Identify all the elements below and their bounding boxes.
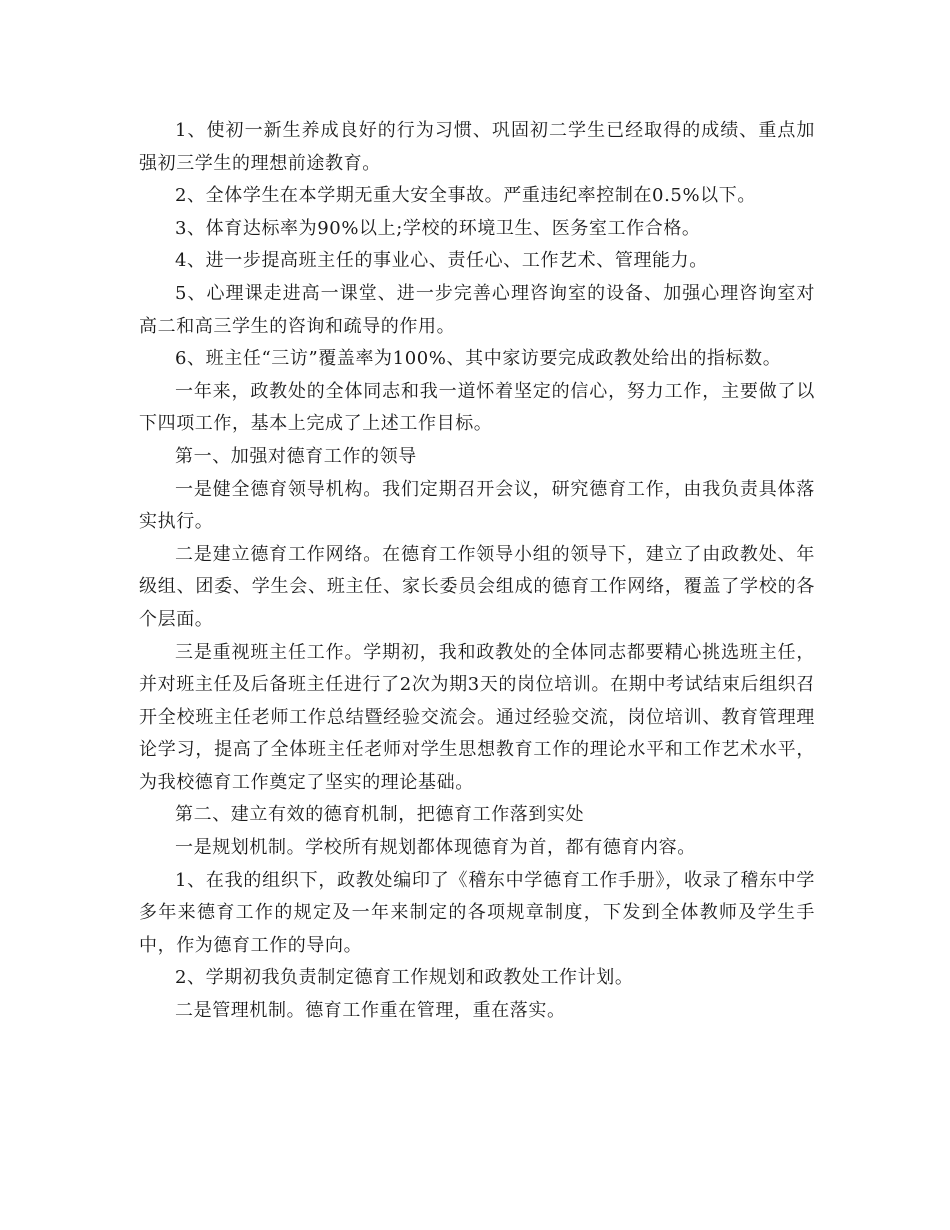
paragraph-planning: 一是规划机制。学校所有规划都体现德育为首，都有德育内容。 bbox=[175, 837, 696, 859]
paragraph-planning-2: 2、学期初我负责制定德育工作规划和政教处工作计划。 bbox=[175, 967, 634, 989]
paragraph-summary: 一年来，政教处的全体同志和我一道怀着坚定的信心，努力工作，主要做了以下四项工作，基本上完成了上述工作目标。 bbox=[139, 380, 815, 435]
paragraph-planning-1: 1、在我的组织下，政教处编印了《稽东中学德育工作手册》，收录了稽东中学多年来德育工作的规定及一年来制定的各项规章制度，下发到全体教师及学生手中，作为德育工作的导向。 bbox=[139, 869, 815, 956]
paragraph-goal-4: 4、进一步提高班主任的事业心、责任心、工作艺术、管理能力。 bbox=[175, 250, 708, 272]
paragraph-goal-2: 2、全体学生在本学期无重大安全事故。严重违纪率控制在0.5%以下。 bbox=[175, 185, 756, 207]
paragraph-goal-3: 3、体育达标率为90%以上;学校的环境卫生、医务室工作合格。 bbox=[175, 217, 701, 239]
paragraph-leadership-2: 二是建立德育工作网络。在德育工作领导小组的领导下，建立了由政教处、年级组、团委、学生会、班主任、家长委员会组成的德育工作网络，覆盖了学校的各个层面。 bbox=[139, 543, 815, 630]
paragraph-goal-5: 5、心理课走进高一课堂、进一步完善心理咨询室的设备、加强心理咨询室对高二和高三学生的咨询和疏导的作用。 bbox=[139, 282, 815, 337]
section-heading-2: 第二、建立有效的德育机制，把德育工作落到实处 bbox=[175, 804, 585, 826]
paragraph-leadership-3: 三是重视班主任工作。学期初，我和政教处的全体同志都要精心挑选班主任，并对班主任及后备班主任进行了2次为期3天的岗位培训。在期中考试结束后组织召开全校班主任老师工作总结暨经验交流会。通过经验交流，岗位培训、教育管理理论学习，提高了全体班主任老师对学生思想教育工作的理论水平和工作艺术水平，为我校德育工作奠定了坚实的理论基础。 bbox=[139, 641, 815, 793]
section-heading-1: 第一、加强对德育工作的领导 bbox=[175, 445, 417, 467]
paragraph-goal-1: 1、使初一新生养成良好的行为习惯、巩固初二学生已经取得的成绩、重点加强初三学生的理想前途教育。 bbox=[139, 120, 815, 174]
paragraph-goal-6: 6、班主任“三访”覆盖率为100%、其中家访要完成政教处给出的指标数。 bbox=[175, 348, 782, 370]
paragraph-management: 二是管理机制。德育工作重在管理，重在落实。 bbox=[175, 1000, 566, 1022]
paragraph-leadership-1: 一是健全德育领导机构。我们定期召开会议，研究德育工作，由我负责具体落实执行。 bbox=[139, 478, 815, 533]
document-body bbox=[139, 115, 815, 1028]
